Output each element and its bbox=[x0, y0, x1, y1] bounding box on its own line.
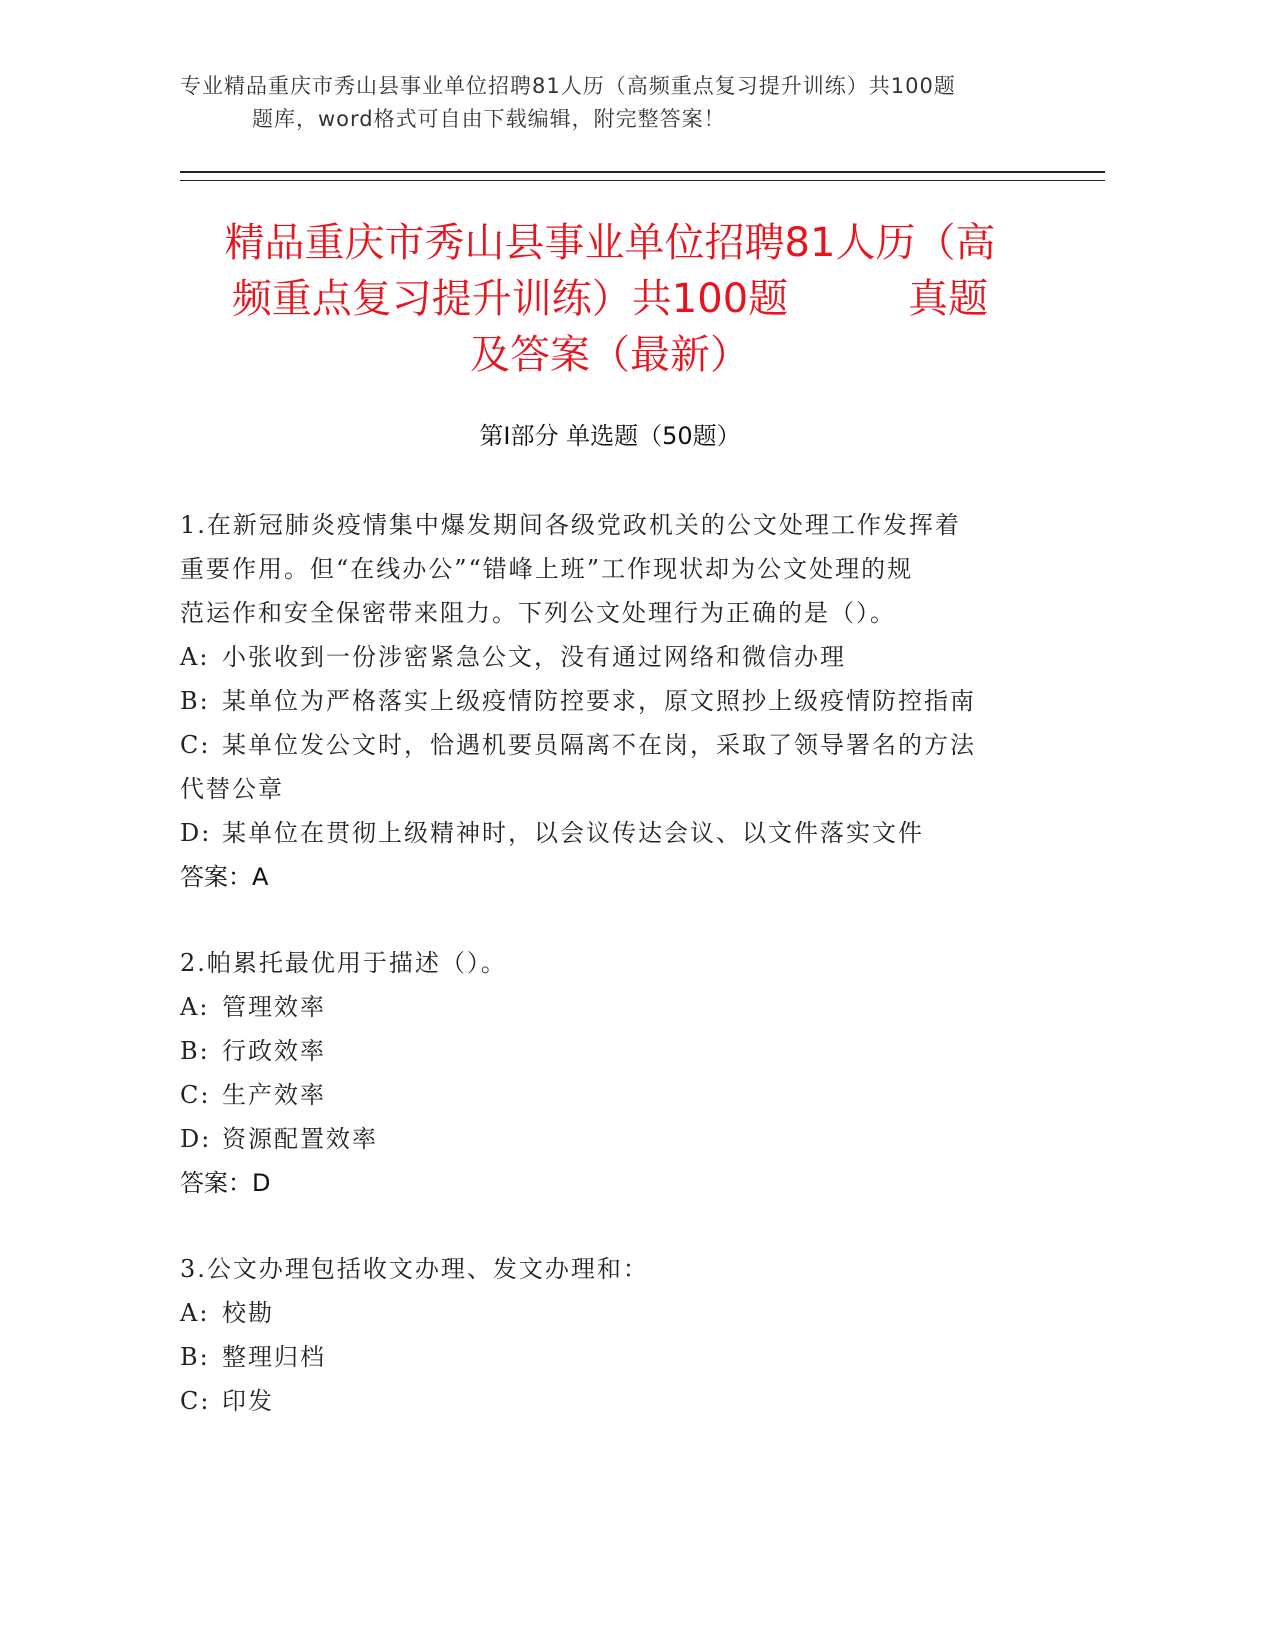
option-text: 某单位为严格落实上级疫情防控要求，原文照抄上级疫情防控指南 bbox=[222, 687, 976, 715]
option-text: 印发 bbox=[222, 1387, 274, 1415]
option-text: 某单位发公文时，恰遇机要员隔离不在岗，采取了领导署名的方法 bbox=[222, 731, 976, 759]
option-letter: A: bbox=[180, 643, 210, 671]
option-text: 生产效率 bbox=[222, 1081, 326, 1109]
option-text: 代替公章 bbox=[180, 775, 284, 803]
section-heading: 第Ⅰ部分 单选题（50题） bbox=[479, 422, 741, 450]
option-letter: B: bbox=[180, 1037, 210, 1065]
question-option bbox=[180, 723, 1040, 767]
question-stem-line: 1.在新冠肺炎疫情集中爆发期间各级党政机关的公文处理工作发挥着 bbox=[180, 511, 961, 539]
question-option bbox=[180, 985, 1040, 1029]
option-letter: A: bbox=[180, 1299, 210, 1327]
option-letter: A: bbox=[180, 993, 210, 1021]
option-letter: C: bbox=[180, 1081, 211, 1109]
header-rule-thin bbox=[180, 180, 1105, 181]
question-stem-line: 2.帕累托最优用于描述（）。 bbox=[180, 949, 507, 977]
question-answer: 答案：A bbox=[180, 863, 269, 891]
question-option bbox=[180, 679, 1040, 723]
option-letter: C: bbox=[180, 1387, 211, 1415]
option-letter: B: bbox=[180, 1343, 210, 1371]
question-option bbox=[180, 1073, 1040, 1117]
question-item bbox=[180, 1247, 1040, 1423]
option-letter: B: bbox=[180, 687, 210, 715]
question-option bbox=[180, 811, 1040, 855]
option-text: 整理归档 bbox=[222, 1343, 326, 1371]
question-item bbox=[180, 503, 1040, 899]
option-text: 校勘 bbox=[222, 1299, 274, 1327]
option-letter: C: bbox=[180, 731, 211, 759]
question-option bbox=[180, 1335, 1040, 1379]
question-option bbox=[180, 767, 1040, 811]
document-title-line2: 频重点复习提升训练）共100题 真题 bbox=[231, 276, 989, 322]
option-letter: D: bbox=[180, 819, 212, 847]
document-title-line1: 精品重庆市秀山县事业单位招聘81人历（高 bbox=[224, 220, 996, 266]
question-option bbox=[180, 635, 1040, 679]
question-option bbox=[180, 1379, 1040, 1423]
question-option bbox=[180, 1029, 1040, 1073]
option-letter: D: bbox=[180, 1125, 212, 1153]
question-stem-line: 3.公文办理包括收文办理、发文办理和： bbox=[180, 1255, 649, 1283]
question-stem-line: 重要作用。但“在线办公”“错峰上班”工作现状却为公文处理的规 bbox=[180, 555, 914, 583]
question-answer: 答案：D bbox=[180, 1169, 271, 1197]
question-option bbox=[180, 1117, 1040, 1161]
question-list bbox=[180, 503, 1040, 1465]
header-note-line2: 题库，word格式可自由下载编辑，附完整答案！ bbox=[252, 107, 726, 131]
option-text: 行政效率 bbox=[222, 1037, 326, 1065]
header-rule-thick bbox=[180, 171, 1105, 173]
option-text: 某单位在贯彻上级精神时，以会议传达会议、以文件落实文件 bbox=[222, 819, 924, 847]
header-note-line1: 专业精品重庆市秀山县事业单位招聘81人历（高频重点复习提升训练）共100题 bbox=[180, 74, 956, 98]
option-text: 小张收到一份涉密紧急公文，没有通过网络和微信办理 bbox=[222, 643, 846, 671]
option-text: 管理效率 bbox=[222, 993, 326, 1021]
document-title bbox=[180, 215, 1040, 383]
question-stem-line: 范运作和安全保密带来阻力。下列公文处理行为正确的是（）。 bbox=[180, 599, 896, 627]
document-title-line3: 及答案（最新） bbox=[470, 332, 750, 378]
question-option bbox=[180, 1291, 1040, 1335]
option-text: 资源配置效率 bbox=[222, 1125, 378, 1153]
question-item bbox=[180, 941, 1040, 1205]
header-note bbox=[180, 70, 1060, 136]
